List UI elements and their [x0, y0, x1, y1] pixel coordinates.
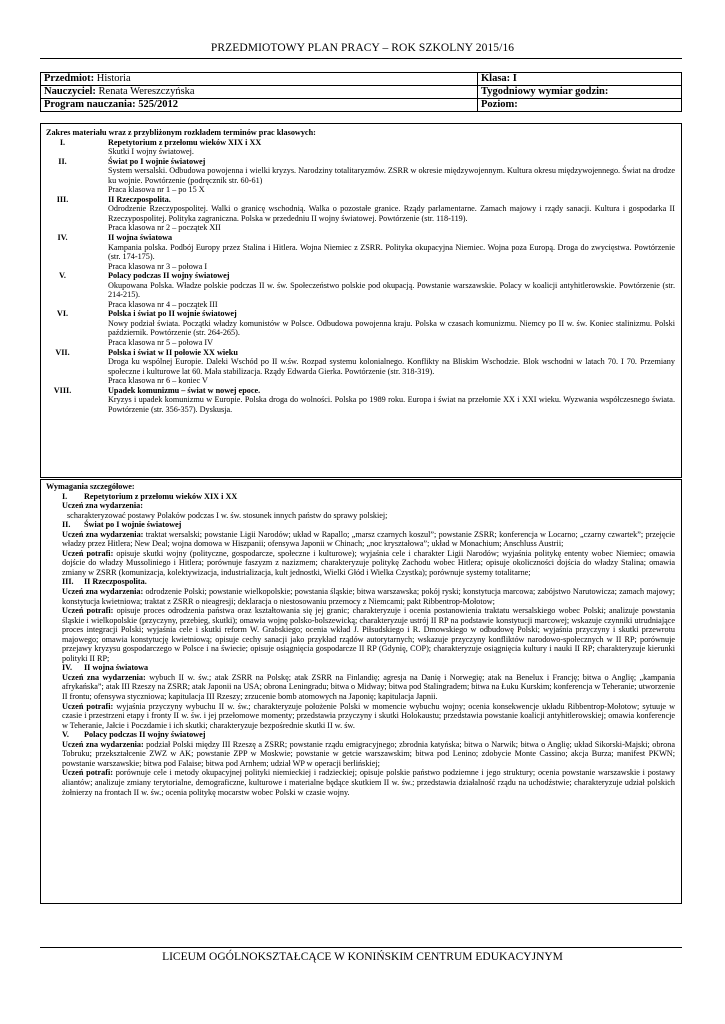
section-number-text: VIII.: [53, 385, 72, 395]
section-number-text: V.: [59, 271, 66, 281]
requirement-label: Uczeń zna wydarzenia:: [62, 739, 144, 749]
section-body: [108, 195, 675, 233]
section-number: [46, 386, 108, 415]
teacher-value: Renata Wereszczyńska: [95, 86, 195, 97]
section-line: Praca klasowa nr 3 – połowa I: [108, 261, 208, 271]
requirement-number: IV.: [62, 663, 73, 673]
requirement-label: Uczeń potrafi:: [62, 768, 113, 778]
requirement-heading: [46, 663, 675, 673]
document-footer: LICEUM OGÓLNOKSZTAŁCĄCE W KONIŃSKIM CENTRUM EDUKACYJNYM: [162, 951, 563, 963]
teacher-label: Nauczyciel:: [44, 86, 96, 97]
scope-section: [46, 271, 675, 309]
section-number: [46, 348, 108, 386]
section-title: Polska i świat po II wojnie światowej: [108, 309, 237, 319]
scope-section: [46, 309, 675, 347]
section-body: [108, 309, 675, 347]
requirement-text: opisuje skutki wojny (polityczne, gospodarcze, społeczne i kulturowe); wyjaśnia cele i charakter Ligii Narodów; wyjaśnia politykę ententy wobec Niemiec; omawia dojście do władzy Mussoliniego i Hitlera; porównuje faszyzm z nazizmem; charakteryzuje politykę Zachodu wobec Hitlera; opisuje okoliczności dojścia do władzy Stalina; omawia zmiany w ZSRR (komunizacja, kolektywizacja, industrializacja, kult jednostki, Wielki Głód i Wielka Czystka); porównuje systemy totalitarne;: [62, 548, 675, 577]
requirement-title: II Rzeczpospolita.: [84, 577, 147, 587]
section-title: Repetytorium z przełomu wieków XIX i XX: [108, 137, 262, 147]
section-number: [46, 195, 108, 233]
section-line: Skutki I wojny światowej.: [108, 147, 194, 157]
scope-section: [46, 386, 675, 415]
requirement-text: wybuch II w. św.; atak ZSRR na Polskę; atak ZSRR na Finlandię; agresja na Danię i Norwegię; atak na Benelux i Francję; bitwa o Anglię; „kampania afrykańska”; atak III Rzeszy na ZSRR; atak Japonii na USA; obrona Leningradu; bitwa o Midway; bitwa pod Stalingradem; bitwa na Łuku Kurskim; konferencja w Teheranie; utworzenie II frontu; ofensywa styczniowa; kapitulacja III Rzeszy; zrzucenie bomb atomowych na Japonię; kapitulacja Japnii.: [62, 672, 676, 702]
requirement-item: [46, 501, 675, 511]
scope-section: [46, 348, 675, 386]
section-line: Praca klasowa nr 2 – początek XII: [108, 223, 221, 233]
section-body: [108, 138, 675, 157]
requirement-number: V.: [62, 730, 69, 740]
class-cell: Klasa: I: [478, 73, 682, 86]
requirements-list: [46, 492, 675, 798]
requirement-item: [46, 702, 675, 731]
program-cell: Program nauczania: 525/2012: [41, 99, 478, 112]
requirement-heading: [46, 730, 675, 740]
requirement-title: Świat po I wojnie światowej: [84, 520, 182, 530]
requirement-item: [46, 511, 675, 521]
section-number-text: III.: [56, 194, 69, 204]
scope-section: [46, 138, 675, 157]
section-title: Polacy podczas II wojny światowej: [108, 271, 230, 281]
requirement-title: Repetytorium z przełomu wieków XIX i XX: [84, 491, 238, 501]
info-row: [41, 99, 682, 112]
requirement-text: wyjaśnia przyczyny wybuchu II w. św.; charakteryzuje położenie Polski w momencie wybuchu wojny; ocenia konsekwencje układu Ribbentrop-Mołotow; sytuuje w czasie i przestrzeni etapy i fronty II w. św. i jej przełomowe momenty; przedstawia przyczyny i skutki Holokaustu; przedstawia powstanie koalicji antyhitlerowskiej; omawia konferencje w Teheranie, Jałcie i Poczdamie i ich skutki; charakteryzuje bezpośrednie skutki II w. św.: [62, 701, 676, 730]
requirement-label: Uczeń potrafi:: [62, 548, 114, 558]
requirement-item: [46, 606, 675, 663]
info-row: [41, 73, 682, 86]
requirement-text: traktat wersalski; powstanie Ligii Narodów; układ w Rapallo; „marsz czarnych koszul”; powstanie ZSRR; konferencja w Locarno; „czarny czwartek”; przejęcie władzy przez Hitlera; New Deal; wojna domowa w Hiszpanii; ofensywa Japonii w Chinach; „noc kryształowa”; układ w Monachium; Anschluss Austrii;: [62, 529, 676, 549]
section-line: System wersalski. Odbudowa powojenna i wielki kryzys. Narodziny totalitaryzmów. ZSRR w okresie międzywojennym. Kultura okresu międzywojennego. Świat na drodze ku wojnie. Powtórzenie (podręcznik str. 60-61): [108, 166, 675, 185]
section-number-text: VI.: [56, 309, 69, 319]
requirement-label: Uczeń zna wydarzenia:: [62, 501, 143, 511]
requirement-number: III.: [62, 577, 74, 587]
section-number-text: IV.: [57, 233, 68, 243]
requirement-item: [46, 530, 675, 549]
requirement-item: [46, 673, 675, 702]
section-number-text: I.: [59, 137, 66, 147]
requirement-title: II wojna światowa: [84, 663, 149, 673]
section-title: Polska i świat w II połowie XX wieku: [108, 347, 238, 357]
subject-cell: [41, 73, 478, 86]
header-rule: [40, 58, 682, 59]
requirement-heading: [46, 577, 675, 587]
section-body: [108, 233, 675, 271]
subject-value: Historia: [94, 73, 131, 84]
requirement-label: Uczeń zna wydarzenia:: [62, 587, 144, 597]
requirement-number: II.: [62, 520, 71, 530]
document-header: PRZEDMIOTOWY PLAN PRACY – ROK SZKOLNY 2015/16: [210, 42, 515, 54]
requirement-text: opisuje proces odrodzenia państwa oraz kształtowania się jej granic; charakteryzuje i ocenia postanowienia traktatu wersalskiego wobec Polski; analizuje powstania śląskie i wielkopolskie (przyczyny, przebieg, skutki); omawia wojnę polsko-bolszewicką; charakteryzuje ustrój II RP na podstawie konstytucji marcowej; wskazuje czynniki utrudniające proces integracji Polski; wyjaśnia cele i skutki reform W. Grabskiego; ocenia wkład J. Piłsudskiego i R. Dmowskiego w odbudowę Polski; wyjaśnia przyczyny i skutki przewrotu majowego; omawia konstytucję kwietniową; opisuje cechy sanacji jako przykład rządów autorytarnych; wskazuje przyczyny konfliktów narodowo-społecznych w II RP; porównuje przejawy kryzysu gospodarczego w Polsce i na świecie; opisuje osiągnięcia gospodarcze II RP (Gdynię, COP); charakteryzuje osiągnięcia kultury i nauki II RP; charakteryzuje kierunki polityki II RP;: [62, 606, 675, 663]
section-line: Praca klasowa nr 1 – po 15 X: [108, 185, 205, 195]
info-row: [41, 86, 682, 99]
section-line: Praca klasowa nr 4 – początek III: [108, 299, 218, 309]
scope-section: [46, 195, 675, 233]
section-body: [108, 386, 675, 415]
subject-label: Przedmiot:: [44, 73, 95, 84]
requirement-item: [46, 740, 675, 769]
section-line: Praca klasowa nr 5 – połowa IV: [108, 338, 214, 348]
section-number: [46, 233, 108, 271]
requirement-label: Uczeń potrafi:: [62, 701, 114, 711]
section-line: Droga ku wspólnej Europie. Daleki Wschód po II w.św. Rozpad systemu kolonialnego. Konflikty na Bliskim Wschodzie. Blok wschodni w latach 70. I 70. Przemiany społeczne i kulturowe lat 60. Mała stabilizacja. Rządy Edwarda Gierka. Powtórzenie (str. 318-319).: [108, 357, 675, 376]
requirement-text: podział Polski między III Rzeszę a ZSRR; powstanie rządu emigracyjnego; zbrodnia katyńska; bitwa o Narwik; bitwa o Anglię; układ Sikorski-Majski; obrona Tobruku; przekształcenie ZWZ w AK; powstanie ZPP w Moskwie; powstanie w getcie warszawskim; bitwa pod Lenino; zdobycie Monte Cassino; akcja Burza; manifest PKWN; powstanie warszawskie; bitwa pod Falaise; bitwa pod Arnhem; udział WP w operacji berlińskiej;: [62, 739, 675, 768]
requirement-label: Uczeń zna wydarzenia:: [62, 529, 144, 539]
section-title: Świat po I wojnie światowej: [108, 156, 206, 166]
section-line: Odrodzenie Rzeczypospolitej. Walki o granicę wschodnią. Walka o pozostałe granice. Rządy parlamentarne. Zamach majowy i rządy sanacji. Kultura i gospodarka II Rzeczypospolitej. Polityka zagraniczna. Polska w przededniu II wojny światowej. Powtórzenie (str. 118-119).: [108, 204, 675, 223]
section-number: [46, 157, 108, 195]
requirement-label: Uczeń zna wydarzenia:: [62, 672, 146, 682]
footer-rule: [40, 947, 682, 948]
section-title: II wojna światowa: [108, 233, 173, 243]
teacher-cell: [41, 86, 478, 99]
section-body: [108, 271, 675, 309]
info-table: [40, 72, 682, 112]
section-number-text: II.: [58, 156, 67, 166]
section-line: Kampania polska. Podbój Europy przez Stalina i Hitlera. Wojna Niemiec z ZSRR. Polityka okupacyjna Niemiec. Wojna poza Europą. Droga do zwycięstwa. Powtórzenie (str. 174-175).: [108, 242, 675, 262]
hours-cell: Tygodniowy wymiar godzin:: [478, 86, 682, 99]
section-line: Nowy podział świata. Początki władzy komunistów w Polsce. Odbudowa powojenna kraju. Polska w czasach komunizmu. Niemcy po II w. św. Koniec stalinizmu. Polski październik. Powtórzenie (str. 264-265).: [108, 318, 675, 338]
requirement-item: [46, 587, 675, 606]
section-line: Kryzys i upadek komunizmu w Europie. Polska droga do wolności. Polska po 1989 roku. Europa i świat na przełomie XX i XXI wieku. Wyzwania współczesnego świata. Powtórzenie (str. 356-357). Dyskusja.: [108, 395, 675, 414]
requirement-heading: [46, 520, 675, 530]
scope-section: [46, 157, 675, 195]
section-number: [46, 309, 108, 347]
level-cell: Poziom:: [478, 99, 682, 112]
scope-box: [40, 123, 682, 478]
requirements-box: [40, 479, 682, 904]
requirement-item: [46, 549, 675, 578]
scope-title: Zakres materiału wraz z przybliżonym rozkładem terminów prac klasowych:: [46, 128, 316, 137]
section-line: Okupowana Polska. Władze polskie podczas II w. św. Społeczeństwo polskie pod okupacją. Powstanie warszawskie. Polacy w koalicji antyhitlerowskie. Powtórzenie (str. 214-215).: [108, 280, 675, 300]
requirement-number: I.: [62, 491, 68, 501]
requirement-item: [46, 768, 675, 797]
scope-list: [46, 138, 675, 415]
section-body: [108, 157, 675, 195]
section-line: Praca klasowa nr 6 – koniec V: [108, 376, 208, 386]
section-body: [108, 348, 675, 386]
requirements-title: Wymagania szczegółowe:: [46, 482, 135, 491]
section-number: [46, 271, 108, 309]
section-title: Upadek komunizmu – świat w nowej epoce.: [108, 385, 261, 395]
section-title: II Rzeczpospolita.: [108, 194, 171, 204]
scope-section: [46, 233, 675, 271]
requirement-heading: [46, 492, 675, 502]
requirement-title: Polacy podczas II wojny światowej: [84, 730, 206, 740]
requirement-text: porównuje cele i metody okupacyjnej polityki niemieckiej i radzieckiej; opisuje polskie państwo podziemne i jego struktury; ocenia powstanie warszawskie i postawy aliantów; analizuje zmiany terytorialne, demograficzne, kulturowe i materialne będące skutkiem II w. św.; przedstawia działalność rządu na uchodźstwie; charakteryzuje udział polskich żołnierzy na frontach II w. św.; ocenia politykę mocarstw wobec Polski w czasie wojny.: [62, 768, 675, 797]
requirement-label: Uczeń potrafi:: [62, 606, 114, 616]
section-number-text: VII.: [55, 347, 70, 357]
requirement-text: odrodzenie Polski; powstanie wielkopolskie; powstania śląskie; bitwa warszawska; pokój ryski; konstytucja marcowa; zabójstwo Narutowicza; zamach majowy; konstytucja kwietniowa; traktat z ZSRR o nieagresji; deklaracja o niestosowaniu przemocy z Niemcami; pakt Ribbentrop-Mołotow;: [62, 587, 675, 606]
requirement-text: scharakteryzować postawy Polaków podczas I w. św. stosunek innych państw do sprawy polskiej;: [67, 510, 388, 520]
section-number: [46, 138, 108, 157]
